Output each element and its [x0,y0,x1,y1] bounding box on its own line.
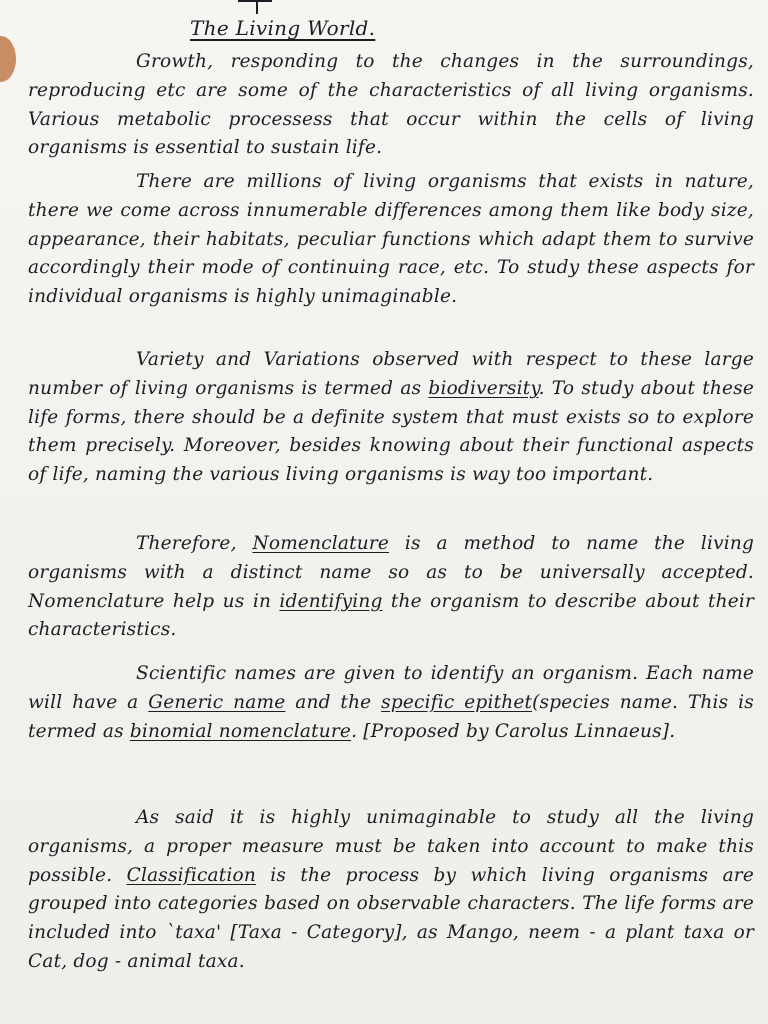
term-biodiversity: biodiversity [428,377,539,399]
paragraph-nomenclature-text-a: Therefore, [136,533,253,554]
term-nomenclature: Nomenclature [252,533,390,554]
term-binomial-nomenclature: binomial nomenclature [129,720,352,742]
paragraph-growth [28,48,754,163]
paragraph-nomenclature-text-b: is a method to name the living organisms with a distinct name so as to be universally accepted. Nomenclature help us in [28,533,755,612]
paragraph-biodiversity-text-a: Variety and Variations observed with respect to these large number of living organisms is termed as [28,349,754,399]
paragraph-scientific-text-d: . [Proposed by Carolus Linnaeus]. [351,720,676,742]
paragraph-nomenclature [28,530,754,645]
paragraph-millions [28,168,754,312]
page-title: The Living World. [190,16,376,40]
paragraph-classification [28,804,754,977]
paragraph-millions-text: There are millions of living organisms that exists in nature, there we come across innumerable differences among them like body size, appearance, their habitats, peculiar functions which adapt them to survive accordingly their mode of continuing race, etc. To study these aspects for individual organisms is highly unimaginable. [28,171,754,308]
paragraph-growth-text: Growth, responding to the changes in the surroundings, reproducing etc are some of the characteristics of all living organisms. Various metabolic processess that occur within the cells of living organisms is essential to sustain life. [28,51,754,159]
paragraph-classification-text-b: is the process by which living organisms are grouped into categories based on observable characters. The life forms are included into `taxa' [Taxa - Category], as Mango, neem - a plant taxa or Cat, dog - animal taxa. [28,864,754,972]
term-specific-epithet: specific epithet [381,691,533,713]
paragraph-nomenclature-text-c: the organism to describe about their characteristics. [28,590,754,641]
term-classification: Classification [126,864,256,886]
paragraph-scientific-text-a: Scientific names are given to identify an organism. Each name will have a [28,663,754,713]
paragraph-classification-text-a: As said it is highly unimaginable to study all the living organisms, a proper measure must be taken into account to make this possible. [28,807,754,886]
paragraph-biodiversity [28,346,754,490]
paragraph-scientific-text-b: and the [285,691,382,713]
paragraph-scientific-names [28,660,754,746]
term-identifying: identifying [279,590,383,612]
paragraph-scientific-text-c: (species name. This is termed as [28,691,754,742]
top-pen-mark [238,0,272,16]
paragraph-biodiversity-text-b: . To study about these life forms, there should be a definite system that must exists so to explore them precisely. Moreover, besides knowing about their functional aspects of life, naming the various living organisms is way too important. [28,377,754,486]
page-edge-stain [0,36,16,82]
term-generic-name: Generic name [148,691,286,713]
